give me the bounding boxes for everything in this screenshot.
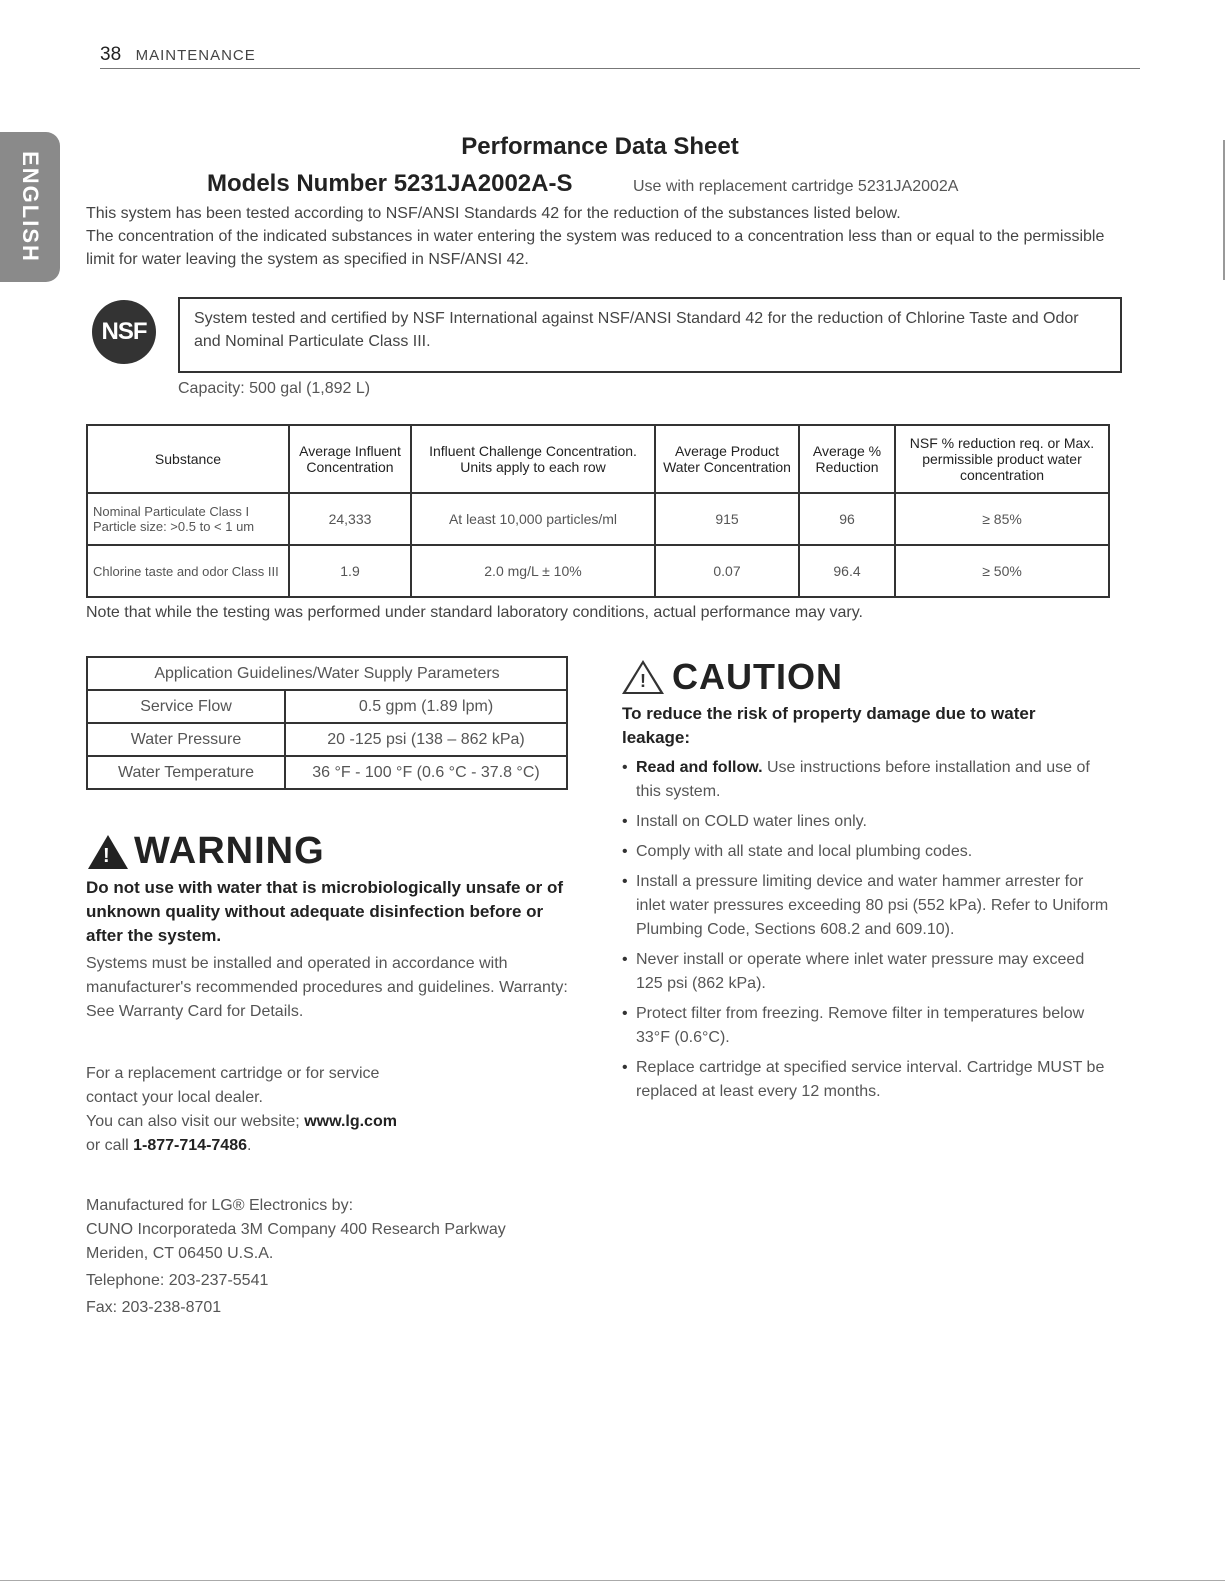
caution-title: CAUTION bbox=[672, 656, 843, 697]
table-header: Average % Reduction bbox=[799, 425, 895, 493]
table-header: Average Influent Concentration bbox=[289, 425, 411, 493]
table-row bbox=[87, 493, 1109, 545]
table-header: NSF % reduction req. or Max. permissible product water concentration bbox=[895, 425, 1109, 493]
list-item bbox=[622, 756, 1112, 804]
capacity: Capacity: 500 gal (1,892 L) bbox=[178, 380, 371, 397]
warning-heading bbox=[88, 830, 325, 873]
performance-note: Note that while the testing was performed under standard laboratory conditions, actual performance may vary. bbox=[86, 604, 863, 621]
nsf-logo-icon bbox=[92, 300, 156, 364]
application-guidelines-table bbox=[86, 656, 568, 790]
contact-text: or call bbox=[86, 1137, 134, 1154]
website-link[interactable]: www.lg.com bbox=[304, 1113, 397, 1130]
caution-lead: To reduce the risk of property damage due to water leakage: bbox=[622, 704, 1036, 747]
model-line bbox=[207, 170, 958, 198]
table-header: Influent Challenge Concentration. Units apply to each row bbox=[411, 425, 655, 493]
table-cell: Service Flow bbox=[87, 690, 285, 723]
warning-title: WARNING bbox=[134, 830, 325, 872]
list-item: • Replace cartridge at specified service interval. Cartridge MUST be replaced at least every 12 months. bbox=[622, 1056, 1112, 1104]
caution-text: Use instructions before installation and use of this system. bbox=[636, 759, 1090, 800]
list-item: • Comply with all state and local plumbing codes. bbox=[622, 840, 1112, 864]
table-row bbox=[87, 723, 567, 756]
table-cell: 0.5 gpm (1.89 lpm) bbox=[285, 690, 567, 723]
intro-line-2: The concentration of the indicated substances in water entering the system was reduced to a concentration less than or equal to the permissible limit for water leaving the system as specified in NSF/ANSI 42. bbox=[86, 228, 1105, 268]
table-cell: Nominal Particulate Class I Particle size: >0.5 to < 1 um bbox=[87, 493, 289, 545]
contact-text: . bbox=[247, 1137, 252, 1154]
model-number: Models Number 5231JA2002A-S bbox=[207, 170, 573, 197]
manufacturer-fax: Fax: 203-238-8701 bbox=[86, 1299, 222, 1316]
list-item: • Never install or operate where inlet water pressure may exceed 125 psi (862 kPa). bbox=[622, 948, 1112, 996]
table-cell: 2.0 mg/L ± 10% bbox=[411, 545, 655, 597]
table-cell: 24,333 bbox=[289, 493, 411, 545]
table-cell: Water Pressure bbox=[87, 723, 285, 756]
table-cell: 36 °F - 100 °F (0.6 °C - 37.8 °C) bbox=[285, 756, 567, 789]
table-cell: 1.9 bbox=[289, 545, 411, 597]
table-header-row bbox=[87, 657, 567, 690]
performance-table bbox=[86, 424, 1110, 598]
table-row bbox=[87, 545, 1109, 597]
manufacturer-telephone: Telephone: 203-237-5541 bbox=[86, 1272, 269, 1289]
table-cell: Chlorine taste and odor Class III bbox=[87, 545, 289, 597]
contact-line bbox=[86, 1110, 566, 1134]
page-title: Performance Data Sheet bbox=[461, 133, 739, 160]
manufacturer-info bbox=[86, 1194, 606, 1323]
caution-emphasis: Read and follow. bbox=[636, 759, 763, 776]
replacement-cartridge-note: Use with replacement cartridge 5231JA2002A bbox=[632, 178, 959, 195]
warning-body: Systems must be installed and operated in accordance with manufacturer's recommended procedures and guidelines. Warranty: See Warranty Card for Details. bbox=[86, 955, 568, 1020]
table-cell: 0.07 bbox=[655, 545, 799, 597]
list-item: • Protect filter from freezing. Remove filter in temperatures below 33°F (0.6°C). bbox=[622, 1002, 1112, 1050]
intro-text bbox=[86, 202, 1126, 271]
phone-number: 1-877-714-7486 bbox=[133, 1137, 247, 1154]
caution-list bbox=[622, 756, 1112, 1110]
language-tab-label: ENGLISH bbox=[18, 151, 44, 263]
nsf-logo-text: NSF bbox=[101, 318, 147, 345]
table-cell: 96.4 bbox=[799, 545, 895, 597]
table-row bbox=[87, 690, 567, 723]
certification-box: System tested and certified by NSF International against NSF/ANSI Standard 42 for the reduction of Chlorine Taste and Odor and Nominal Particulate Class III. bbox=[178, 297, 1122, 373]
table-cell: ≥ 85% bbox=[895, 493, 1109, 545]
contact-line bbox=[86, 1134, 566, 1158]
table-header: Substance bbox=[87, 425, 289, 493]
table-header: Average Product Water Concentration bbox=[655, 425, 799, 493]
table-cell: 20 -125 psi (138 – 862 kPa) bbox=[285, 723, 567, 756]
table-header-row bbox=[87, 425, 1109, 493]
table-cell: 96 bbox=[799, 493, 895, 545]
table-cell: 915 bbox=[655, 493, 799, 545]
warning-lead: Do not use with water that is microbiologically unsafe or of unknown quality without adequate disinfection before or after the system. bbox=[86, 878, 564, 945]
contact-line: contact your local dealer. bbox=[86, 1089, 263, 1106]
list-item: • Install on COLD water lines only. bbox=[622, 810, 1112, 834]
warning-triangle-icon: ! bbox=[88, 835, 128, 869]
manufacturer-line: CUNO Incorporateda 3M Company 400 Research Parkway bbox=[86, 1221, 506, 1238]
caution-triangle-icon: ! bbox=[622, 660, 664, 694]
section-title: MAINTENANCE bbox=[135, 47, 256, 64]
contact-info bbox=[86, 1062, 566, 1158]
contact-text: You can also visit our website; bbox=[86, 1113, 305, 1130]
manufacturer-line: Manufactured for LG® Electronics by: bbox=[86, 1197, 354, 1214]
table-cell: At least 10,000 particles/ml bbox=[411, 493, 655, 545]
table-row bbox=[87, 756, 567, 789]
caution-heading bbox=[622, 656, 843, 698]
table-header: Application Guidelines/Water Supply Parameters bbox=[87, 657, 567, 690]
page-number: 38 bbox=[100, 44, 122, 65]
intro-line-1: This system has been tested according to NSF/ANSI Standards 42 for the reduction of the substances listed below. bbox=[86, 205, 901, 222]
table-cell: Water Temperature bbox=[87, 756, 285, 789]
list-item: • Install a pressure limiting device and water hammer arrester for inlet water pressures exceeding 80 psi (552 kPa). Refer to Uniform Plumbing Code, Sections 608.2 and 609.10). bbox=[622, 870, 1112, 942]
contact-line: For a replacement cartridge or for service bbox=[86, 1065, 380, 1082]
table-cell: ≥ 50% bbox=[895, 545, 1109, 597]
manufacturer-line: Meriden, CT 06450 U.S.A. bbox=[86, 1245, 274, 1262]
bottom-rule bbox=[0, 1580, 1225, 1581]
page-header bbox=[100, 44, 1140, 69]
